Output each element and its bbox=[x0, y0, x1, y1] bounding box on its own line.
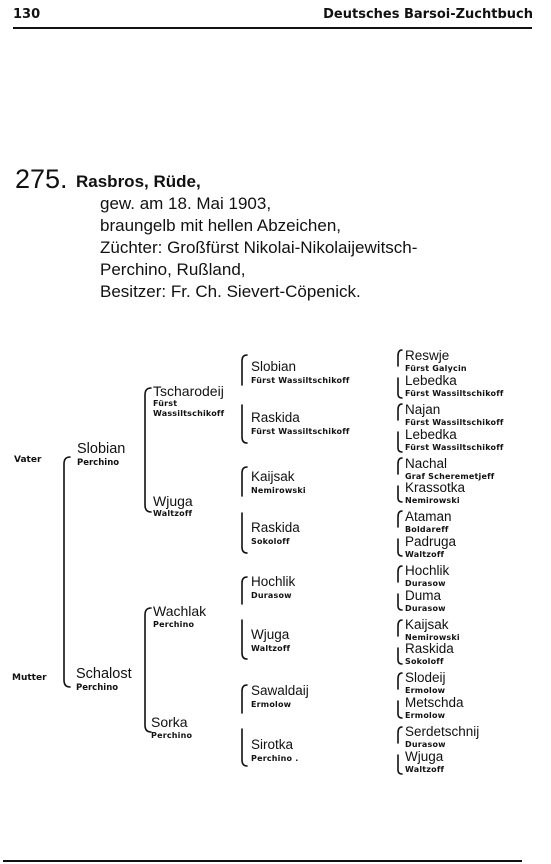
g3-4-note: Durasow bbox=[251, 591, 292, 600]
g4-10-note: Nemirowski bbox=[405, 633, 460, 642]
g4-13-note: Ermolow bbox=[405, 711, 446, 720]
sire-name: Slobian bbox=[77, 441, 126, 457]
entry-breeder: Züchter: Großfürst Nikolai-Nikolaijewitsch- bbox=[100, 238, 418, 257]
g3-4-name: Hochlik bbox=[251, 574, 296, 589]
g4-3-name: Lebedka bbox=[405, 427, 457, 442]
g4-4-note: Graf Scheremetjeff bbox=[405, 472, 495, 481]
g4-5-note: Nemirowski bbox=[405, 496, 460, 505]
g3-2-name: Kaijsak bbox=[251, 469, 295, 484]
g3-2-note: Nemirowski bbox=[251, 486, 306, 495]
g4-8-name: Hochlik bbox=[405, 563, 450, 578]
g4-6-note: Boldareff bbox=[405, 525, 449, 534]
g4-0-name: Reswje bbox=[405, 348, 450, 363]
dam-note: Perchino bbox=[76, 683, 119, 693]
entry-owner: Besitzer: Fr. Ch. Sievert-Cöpenick. bbox=[100, 282, 361, 301]
g4-0-note: Fürst Galycin bbox=[405, 364, 467, 373]
g4-3-note: Fürst Wassiltschikoff bbox=[405, 443, 504, 452]
entry-color: braungelb mit hellen Abzeichen, bbox=[100, 216, 341, 235]
g3-3-name: Raskida bbox=[251, 520, 300, 535]
g3-0-name: Slobian bbox=[251, 359, 297, 374]
g3-7-name: Sirotka bbox=[251, 737, 294, 752]
sire-note: Perchino bbox=[77, 458, 120, 468]
g2-0-note2: Wassiltschikoff bbox=[153, 409, 225, 418]
g4-7-note: Waltzoff bbox=[405, 550, 445, 559]
g4-15-name: Wjuga bbox=[405, 749, 444, 764]
vater-label: Vater bbox=[14, 455, 42, 465]
g3-6-name: Sawaldaij bbox=[251, 683, 309, 698]
g4-4-name: Nachal bbox=[405, 456, 448, 471]
g3-0-note: Fürst Wassiltschikoff bbox=[251, 376, 350, 385]
g4-9-note: Durasow bbox=[405, 604, 446, 613]
g4-2-name: Najan bbox=[405, 402, 441, 417]
g2-0-note1: Fürst bbox=[153, 399, 178, 408]
g4-6-name: Ataman bbox=[405, 509, 452, 524]
g4-11-note: Sokoloff bbox=[405, 657, 444, 666]
g4-1-name: Lebedka bbox=[405, 373, 457, 388]
g4-1-note: Fürst Wassiltschikoff bbox=[405, 389, 504, 398]
g2-3-note: Perchino bbox=[151, 731, 193, 740]
book-title: Deutsches Barsoi-Zuchtbuch bbox=[323, 7, 533, 22]
entry-birth: gew. am 18. Mai 1903, bbox=[100, 194, 272, 213]
g4-12-name: Slodeij bbox=[405, 670, 446, 685]
g3-1-note: Fürst Wassiltschikoff bbox=[251, 427, 350, 436]
g2-3-name: Sorka bbox=[151, 714, 188, 730]
entry-breeder-cont: Perchino, Rußland, bbox=[100, 260, 246, 279]
g3-5-name: Wjuga bbox=[251, 627, 290, 642]
g4-8-note: Durasow bbox=[405, 579, 446, 588]
mutter-label: Mutter bbox=[12, 673, 47, 683]
g4-7-name: Padruga bbox=[405, 534, 457, 549]
page-number: 130 bbox=[13, 7, 41, 22]
entry-number: 275. bbox=[15, 164, 68, 194]
g4-5-name: Krassotka bbox=[405, 480, 466, 495]
g2-2-name: Wachlak bbox=[153, 603, 207, 619]
g2-1-name: Wjuga bbox=[153, 493, 193, 509]
g4-14-note: Durasow bbox=[405, 740, 446, 749]
g4-10-name: Kaijsak bbox=[405, 617, 449, 632]
g2-0-name: Tscharodeij bbox=[153, 383, 224, 399]
entry-title: Rasbros, Rüde, bbox=[76, 172, 201, 191]
g4-12-note: Ermolow bbox=[405, 686, 446, 695]
g4-11-name: Raskida bbox=[405, 641, 454, 656]
g3-6-note: Ermolow bbox=[251, 700, 292, 709]
g4-13-name: Metschda bbox=[405, 695, 464, 710]
g3-3-note: Sokoloff bbox=[251, 537, 290, 546]
g2-1-note: Waltzoff bbox=[153, 509, 193, 518]
g3-1-name: Raskida bbox=[251, 410, 300, 425]
dam-name: Schalost bbox=[76, 666, 132, 682]
g3-7-note: Perchino . bbox=[251, 754, 299, 763]
g3-5-note: Waltzoff bbox=[251, 644, 291, 653]
g4-9-name: Duma bbox=[405, 588, 442, 603]
g4-2-note: Fürst Wassiltschikoff bbox=[405, 418, 504, 427]
g4-15-note: Waltzoff bbox=[405, 765, 445, 774]
g2-2-note: Perchino bbox=[153, 620, 195, 629]
g4-14-name: Serdetschnij bbox=[405, 724, 480, 739]
